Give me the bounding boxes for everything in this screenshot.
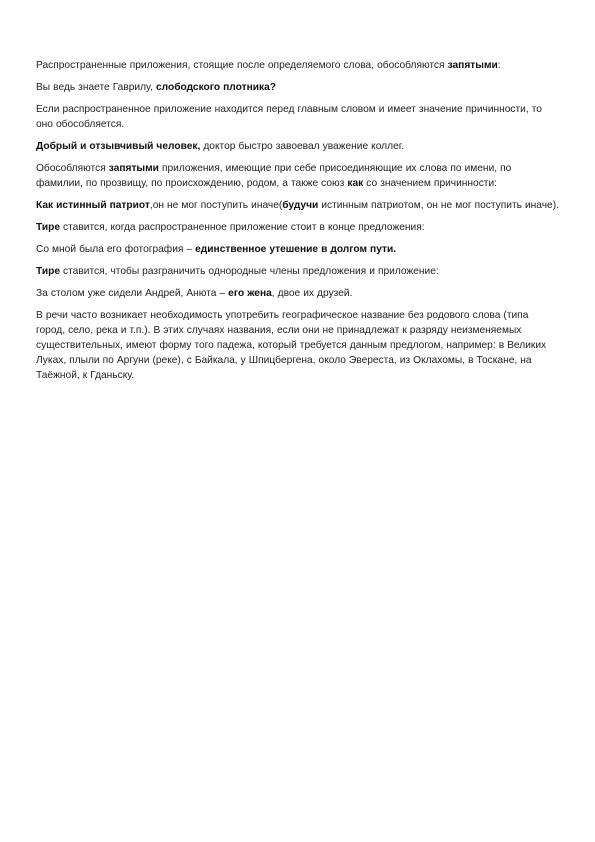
text-run: Обособляются — [36, 163, 109, 174]
paragraph-10 — [36, 286, 560, 301]
bold-run: будучи — [282, 200, 319, 211]
bold-run: Тире — [36, 266, 60, 277]
paragraph-3 — [36, 102, 560, 132]
paragraph-6 — [36, 198, 560, 213]
document-body — [36, 58, 560, 390]
paragraph-2 — [36, 80, 560, 95]
bold-run: запятыми — [447, 60, 498, 71]
text-run: ,он не мог поступить иначе( — [149, 200, 283, 211]
text-run: приложения, имеющие при себе присоединяющие их слова по имени, по фамилии, по прозвищу, по происхождению, родом, а также союз — [36, 163, 512, 189]
bold-run: его жена — [228, 288, 272, 299]
text-run: со значением причинности: — [363, 178, 497, 189]
bold-run: единственное утешение в долгом пути. — [195, 244, 397, 255]
paragraph-1 — [36, 58, 560, 73]
text-run: истинным патриотом, он не мог поступить иначе). — [318, 200, 559, 211]
text-run: Со мной была его фотография – — [36, 244, 196, 255]
bold-run: Тире — [36, 222, 60, 233]
paragraph-4 — [36, 139, 560, 154]
text-run: ставится, чтобы разграничить однородные члены предложения и приложение: — [60, 266, 439, 277]
paragraph-9 — [36, 264, 560, 279]
text-run: , двое их друзей. — [271, 288, 353, 299]
text-run: Распространенные приложения, стоящие после определяемого слова, обособляются — [36, 60, 448, 71]
text-run: ставится, когда распространенное приложение стоит в конце предложения: — [60, 222, 425, 233]
text-run: За столом уже сидели Андрей, Анюта – — [36, 288, 229, 299]
text-run: Вы ведь знаете Гаврилу, — [36, 82, 156, 93]
paragraph-5 — [36, 161, 560, 191]
bold-run: как — [347, 178, 364, 189]
text-run: Если распространенное приложение находится перед главным словом и имеет значение причинности, то оно обособляется. — [36, 104, 542, 130]
paragraph-7 — [36, 220, 560, 235]
bold-run: Как истинный патриот — [36, 200, 150, 211]
bold-run: запятыми — [108, 163, 159, 174]
bold-run: Добрый и отзывчивый человек, — [36, 141, 201, 152]
paragraph-11 — [36, 308, 560, 383]
paragraph-8 — [36, 242, 560, 257]
bold-run: слободского плотника? — [155, 82, 276, 93]
text-run: доктор быстро завоевал уважение коллег. — [200, 141, 405, 152]
text-run: В речи часто возникает необходимость употребить географическое название без родового слова (типа город, село, река и т.п.). В этих случаях названия, если они не принадлежат к разряду неизменяемых существительных, имеют форму того падежа, который требуется данным предлогом, например: в Великих Луках, плыли по Аргуни (реке), с Байкала, у Шпицбергена, около Эвереста, из Оклахомы, в Тоскане, на Таёжной, к Гданьску. — [36, 310, 547, 381]
text-run: : — [497, 60, 501, 71]
